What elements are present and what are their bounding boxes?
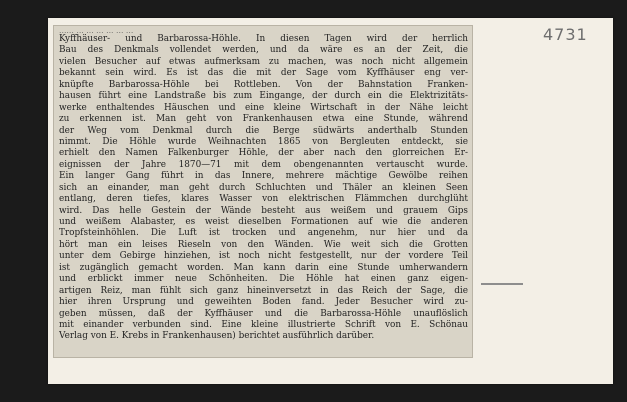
text-line: entlang, deren tiefes, klares Wasser von elektrischen Flämmchen durchglüht [59,194,468,205]
text-line: zu erkennen ist. Man geht von Frankenhausen etwa eine Stunde, während [59,114,468,125]
text-line: Ein langer Gang führt in das Innere, mehrere mächtige Gewölbe reihen [59,171,468,182]
text-line: erhielt den Namen Falkenburger Höhle, der aber nach den glorreichen Er- [59,148,468,159]
text-line: Bau des Denkmals vollendet werden, und da wäre es an der Zeit, die [59,45,468,56]
text-line: geben müssen, daß der Kyffhäuser und die Barbarossa-Höhle unauflöslich [59,308,468,319]
text-line: und erblickt immer neue Schönheiten. Die Höhle hat einen ganz eigen- [59,274,468,285]
text-line: Verlag von E. Krebs in Frankenhausen) berichtet ausführlich darüber. [59,331,375,342]
text-line: mit einander verbunden sind. Eine kleine illustrierte Schrift von E. Schönau [59,319,468,330]
text-line: Tropfsteinhöhlen. Die Luft ist trocken und angenehm, nur hier und da [59,228,468,239]
pencil-annotation: 4731 [543,25,588,44]
text-line: vielen Besucher auf etwas aufmerksam zu machen, was noch nicht allgemein [59,56,468,67]
text-line: werke enthaltendes Häuschen und eine kleine Wirtschaft in der Nähe leicht [59,102,468,113]
text-line: hört man ein leises Rieseln von den Wänden. Wie weit sich die Grotten [59,239,468,250]
text-line: eignissen der Jahre 1870—71 mit dem obengenannten vertauscht wurde. [59,159,468,170]
text-line: unter dem Gebirge hinziehen, ist noch nicht festgestellt, nur der vordere Teil [59,251,468,262]
newspaper-clipping [53,25,473,358]
clipping-cut-header: ...... ... ... ... ... ... ... [59,28,134,34]
clipping-text [59,34,468,343]
text-line: nimmt. Die Höhle wurde Weihnachten 1865 von Bergleuten entdeckt, sie [59,136,468,147]
text-line: Kyffhäuser- und Barbarossa-Höhle. In diesen Tagen wird der herrlich [59,34,468,44]
text-line: und weißem Alabaster, es weist dieselben Formationen auf wie die anderen [59,217,468,227]
text-line: hausen führt eine Landstraße bis zum Eingange, der durch ein die Elektrizitäts- [59,91,468,102]
text-line: ist zugänglich gemacht worden. Man kann darin eine Stunde umherwandern [59,262,468,273]
text-line: wird. Das helle Gestein der Wände besteht aus weißem und grauem Gips [59,205,468,216]
text-line: artigen Reiz, man fühlt sich ganz hineinversetzt in das Reich der Sage, die [59,285,468,296]
text-line: hier ihren Ursprung und geweihten Boden fand. Jeder Besucher wird zu- [59,297,468,308]
text-line: knüpfte Barbarossa-Höhle bei Rottleben. Von der Bahnstation Franken- [59,79,468,90]
text-line: bekannt sein wird. Es ist das die mit der Sage vom Kyffhäuser eng ver- [59,68,468,79]
pencil-line-mark [481,283,523,285]
text-line: sich an einander, man geht durch Schluchten und Thäler an kleinen Seen [59,182,468,193]
text-line: der Weg vom Denkmal durch die Berge südwärts anderthalb Stunden [59,125,468,136]
